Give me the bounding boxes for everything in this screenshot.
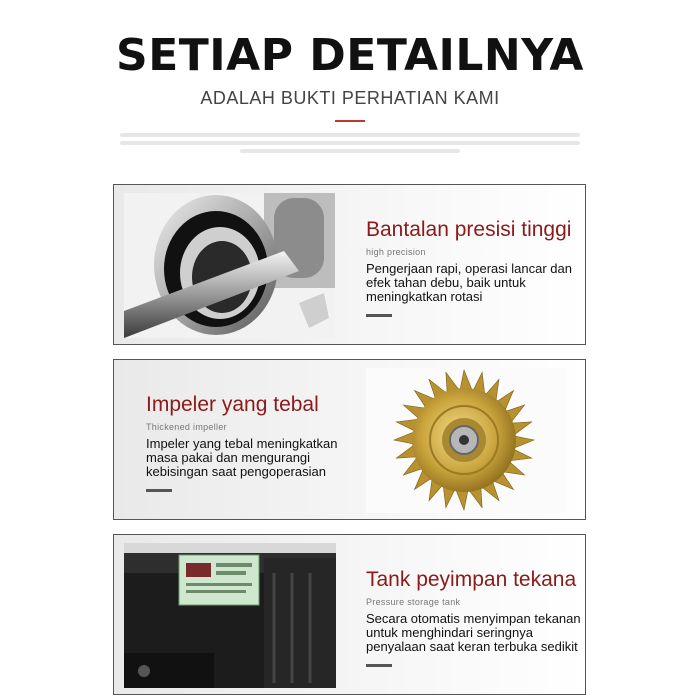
feature-subtitle: Pressure storage tank bbox=[366, 597, 461, 607]
feature-description: Secara otomatis menyimpan tekanan untuk menghindari seringnya penyalaan saat keran terbuka sedikit bbox=[366, 611, 581, 654]
fine-print-line bbox=[120, 141, 580, 145]
feature-subtitle: high precision bbox=[366, 247, 426, 257]
fine-print-line bbox=[120, 133, 580, 137]
accent-line bbox=[335, 120, 365, 122]
divider bbox=[366, 664, 392, 667]
page-title: SETIAP DETAILNYA bbox=[116, 30, 584, 81]
impeller-icon bbox=[366, 368, 566, 513]
feature-card-pressure-tank bbox=[113, 534, 586, 695]
bearing-icon bbox=[124, 193, 335, 338]
feature-title: Tank peyimpan tekana bbox=[366, 568, 577, 591]
feature-card-impeller bbox=[113, 359, 586, 520]
feature-description: Pengerjaan rapi, operasi lancar dan efek tahan debu, baik untuk meningkatkan rotasi bbox=[366, 261, 572, 304]
pump-motor-icon bbox=[124, 543, 336, 688]
feature-subtitle: Thickened impeller bbox=[146, 422, 227, 432]
feature-description: Impeler yang tebal meningkatkan masa pakai dan mengurangi kebisingan saat pengoperasian bbox=[146, 436, 338, 479]
feature-title: Bantalan presisi tinggi bbox=[366, 218, 572, 241]
page-subtitle: ADALAH BUKTI PERHATIAN KAMI bbox=[200, 88, 500, 108]
divider bbox=[146, 489, 172, 492]
fine-print-line bbox=[240, 149, 460, 153]
feature-title: Impeler yang tebal bbox=[146, 393, 319, 416]
divider bbox=[366, 314, 392, 317]
feature-card-bearing bbox=[113, 184, 586, 345]
